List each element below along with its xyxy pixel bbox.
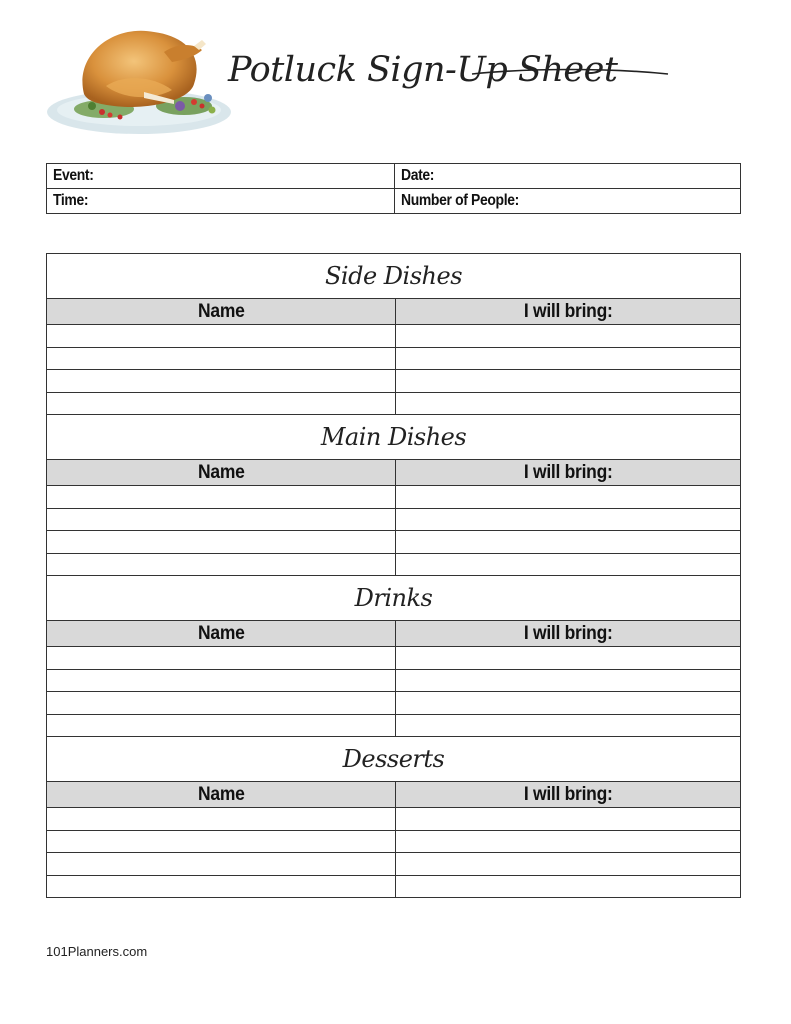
page-title: Potluck Sign-Up Sheet	[228, 50, 618, 90]
bring-cell[interactable]	[396, 853, 741, 876]
name-cell[interactable]	[47, 647, 396, 670]
bring-cell[interactable]	[396, 392, 741, 415]
date-label: Date:	[401, 167, 435, 184]
table-row	[47, 508, 741, 531]
bring-cell[interactable]	[396, 830, 741, 853]
bring-cell[interactable]	[396, 531, 741, 554]
event-field[interactable]	[47, 164, 395, 189]
footer-site-link[interactable]: 101Planners.com	[46, 944, 148, 959]
date-field[interactable]	[395, 164, 741, 189]
section-title-desserts: Desserts	[47, 737, 741, 782]
bring-cell[interactable]	[396, 370, 741, 393]
bring-column-header: I will bring:	[396, 782, 741, 808]
bring-cell[interactable]	[396, 875, 741, 898]
bring-cell[interactable]	[396, 508, 741, 531]
number-of-people-label: Number of People:	[401, 192, 519, 209]
bring-cell[interactable]	[396, 486, 741, 509]
name-cell[interactable]	[47, 808, 396, 831]
table-row	[47, 370, 741, 393]
table-row	[47, 692, 741, 715]
name-cell[interactable]	[47, 553, 396, 576]
name-cell[interactable]	[47, 347, 396, 370]
roast-turkey-illustration	[44, 14, 234, 144]
name-cell[interactable]	[47, 392, 396, 415]
bring-cell[interactable]	[396, 692, 741, 715]
table-row	[47, 347, 741, 370]
name-cell[interactable]	[47, 714, 396, 737]
name-column-header: Name	[47, 460, 396, 486]
section-title-side-dishes: Side Dishes	[47, 254, 741, 299]
signup-table	[46, 253, 741, 898]
name-cell[interactable]	[47, 830, 396, 853]
time-field[interactable]	[47, 189, 395, 214]
table-row	[47, 553, 741, 576]
bring-cell[interactable]	[396, 647, 741, 670]
name-cell[interactable]	[47, 692, 396, 715]
name-cell[interactable]	[47, 669, 396, 692]
name-cell[interactable]	[47, 370, 396, 393]
table-row	[47, 714, 741, 737]
table-row	[47, 486, 741, 509]
bring-cell[interactable]	[396, 714, 741, 737]
table-row	[47, 325, 741, 348]
event-info-table	[46, 163, 741, 214]
table-row	[47, 531, 741, 554]
name-cell[interactable]	[47, 853, 396, 876]
table-row	[47, 830, 741, 853]
bring-column-header: I will bring:	[396, 299, 741, 325]
title-flourish-line	[470, 64, 670, 86]
bring-cell[interactable]	[396, 808, 741, 831]
name-cell[interactable]	[47, 875, 396, 898]
name-cell[interactable]	[47, 508, 396, 531]
table-row	[47, 669, 741, 692]
table-row	[47, 875, 741, 898]
table-row	[47, 853, 741, 876]
bring-cell[interactable]	[396, 553, 741, 576]
bring-cell[interactable]	[396, 347, 741, 370]
section-title-drinks: Drinks	[47, 576, 741, 621]
table-row	[47, 808, 741, 831]
bring-cell[interactable]	[396, 669, 741, 692]
bring-cell[interactable]	[396, 325, 741, 348]
event-label: Event:	[53, 167, 94, 184]
people-field[interactable]	[395, 189, 741, 214]
table-row	[47, 392, 741, 415]
name-column-header: Name	[47, 621, 396, 647]
name-cell[interactable]	[47, 486, 396, 509]
name-cell[interactable]	[47, 531, 396, 554]
bring-column-header: I will bring:	[396, 621, 741, 647]
time-label: Time:	[53, 192, 89, 209]
section-title-main-dishes: Main Dishes	[47, 415, 741, 460]
name-cell[interactable]	[47, 325, 396, 348]
table-row	[47, 647, 741, 670]
name-column-header: Name	[47, 299, 396, 325]
bring-column-header: I will bring:	[396, 460, 741, 486]
name-column-header: Name	[47, 782, 396, 808]
